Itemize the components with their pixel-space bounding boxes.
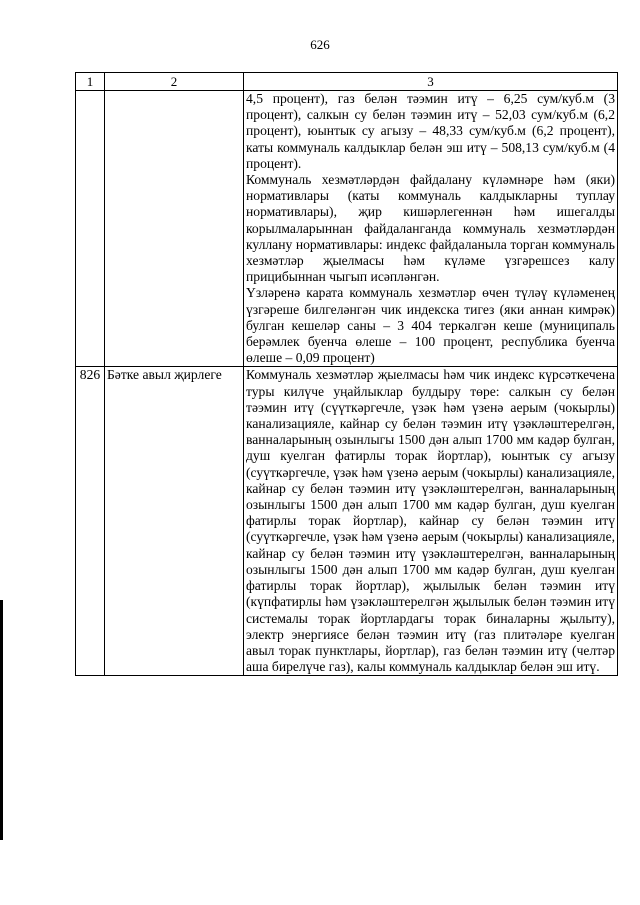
row-number: [76, 91, 105, 367]
document-table: [75, 72, 618, 676]
table-row: [76, 367, 618, 676]
row-settlement-name: Бәтке авыл җирлеге: [105, 367, 244, 676]
table-header-row: [76, 73, 618, 91]
scan-edge-mark: [0, 600, 3, 840]
paragraph: Коммуналь хезмәтләрдән файдалану күләмнәре һәм (яки) нормативлары (каты коммуналь калдыкларны туплау нормативлары), җир кишәрлегеннән һәм ишегалды корылмаларыннан файдаланганда коммуналь хезмәтләрдән куллану нормативлары: индекс файдаланыла торган коммуналь хезмәтләр җыелмасы һәм күләме үзгәрешсез калу прицибыннан чыгып исәпләнгән.: [246, 172, 615, 285]
paragraph: Үзләренә карата коммуналь хезмәтләр өчен түләү күләменең үзгәреше билгеләнгән чик индекска тигез (яки аннан кимрәк) булган кешеләр саны – 3 404 теркәлгән кеше (муниципаль берәмлек буенча өлеше – 100 процент, республика буенча өлеше – 0,09 процент): [246, 285, 615, 366]
row-description: [244, 367, 618, 676]
table-row: [76, 91, 618, 367]
paragraph: 4,5 процент), газ белән тәэмин итү – 6,25 сум/куб.м (3 процент), салкын су белән тәэмин итү – 52,03 сум/куб.м (6,2 процент), юынтык су агызу – 48,33 сум/куб.м (6,2 процент), каты коммуналь калдыклар белән эш итү – 508,13 сум/куб.м (4 процент).: [246, 91, 615, 171]
paragraph: Коммуналь хезмәтләр җыелмасы һәм чик индекс күрсәткечена туры килүче уңайлыклар булдыру төре: салкын су белән тәэмин итү (сүүткәргечле, үзәк һәм үзенә аерым (чокырлы) канализацияле, кайнар су белән тәэмин итү үзәкләштерелгән, ванналарының озынлыгы 1500 дән алып 1700 мм кадәр булган, душ куелган фатирлы торак йортлар), юынтык су агызу (суүткәргечле, үзәк һәм үзенә аерым (чокырлы) канализацияле, кайнар су белән тәэмин итү үзәкләштерелгән, ванналарының озынлыгы 1500 дән алып 1700 мм кадәр булган, душ куелган фатирлы торак йортлар), кайнар су белән тәэмин итү (суүткәргечле, үзәк һәм үзенә аерым (чокырлы) канализацияле, кайнар су белән тәэмин итү үзәкләштерелгән, ванналарының озынлыгы 1500 дән алып 1700 мм кадәр булган, душ куелган фатирлы торак йортлар), җылылык белән тәэмин итү (күпфатирлы һәм үзәкләштерелгән җылылык белән тәэмин итү системалы торак йортлардагы торак биналарны җылыту), электр энергиясе белән тәэмин итү (газ плитәләре куелган авыл торак пунктлары, йортлар), газ белән тәэмин итү (челтәр аша бирелүче газ), калы коммуналь калдыклар белән эш итү.: [246, 367, 615, 675]
row-settlement-name: [105, 91, 244, 367]
page-number: 626: [310, 37, 330, 52]
row-description: [244, 91, 618, 367]
header-col-2: 2: [105, 73, 244, 91]
header-col-1: 1: [76, 73, 105, 91]
header-col-3: 3: [244, 73, 618, 91]
row-number: 826: [76, 367, 105, 676]
